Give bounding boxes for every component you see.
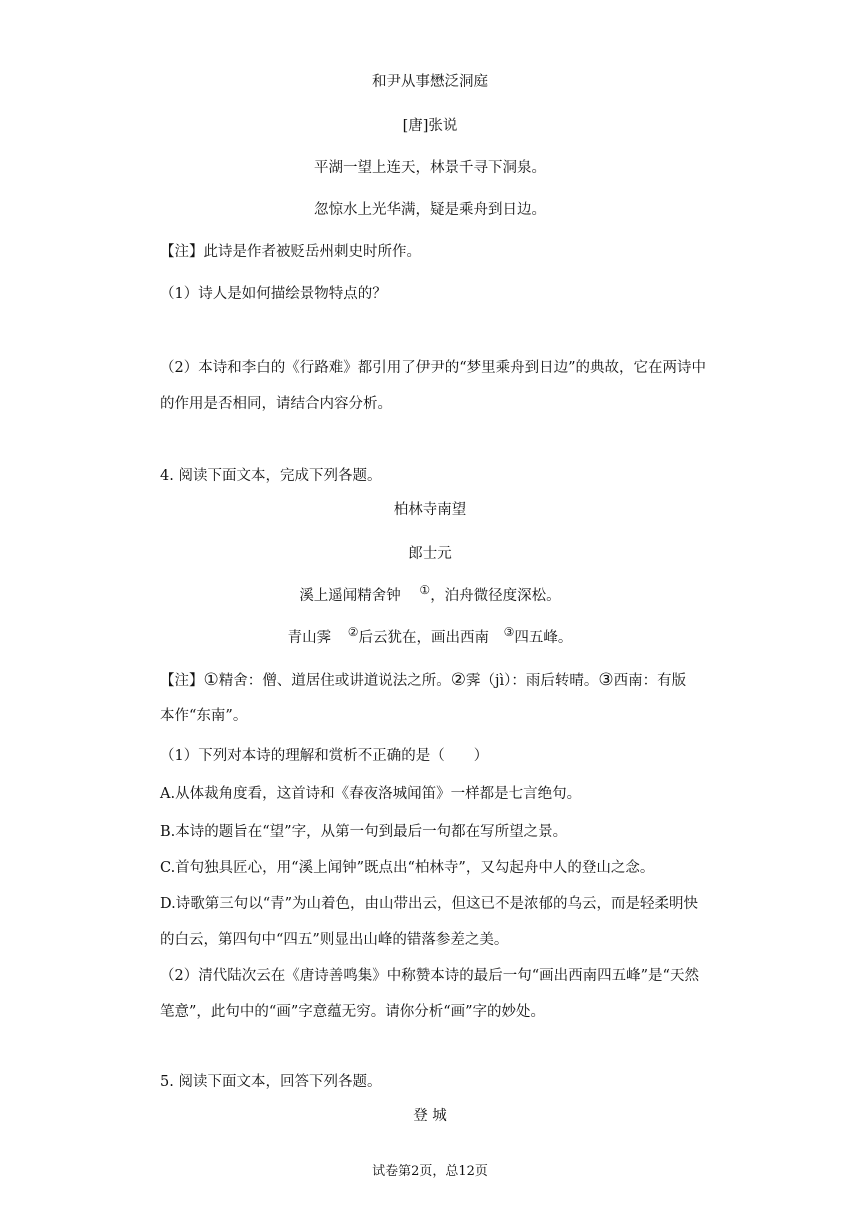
question-2-line: （2）本诗和李白的《行路难》都引用了伊尹的“梦里乘舟到日边”的典故，它在两诗中 bbox=[160, 360, 707, 376]
poem-text: 后云犹在，画出西南 bbox=[358, 630, 489, 646]
poem-author: [唐]张说 bbox=[402, 118, 458, 134]
poem-line: 忽惊水上光华满，疑是乘舟到日边。 bbox=[314, 202, 546, 218]
option-a: A.从体裁角度看，这首诗和《春夜洛城闻笛》一样都是七言绝句。 bbox=[160, 786, 582, 802]
question-2-line: 笔意”，此句中的“画”字意蕴无穷。请你分析“画”字的妙处。 bbox=[160, 1004, 546, 1020]
poem-text: 青山霁 bbox=[287, 630, 332, 646]
option-d-line: D.诗歌第三句以“青”为山着色，由山带出云，但这已不是浓郁的乌云，而是轻柔明快 bbox=[160, 896, 699, 912]
page-footer: 试卷第2页，总12页 bbox=[372, 1164, 488, 1179]
footnote-marker: ② bbox=[347, 625, 359, 639]
poem-line bbox=[0, 625, 860, 648]
poem-line bbox=[0, 583, 860, 606]
question-1: （1）下列对本诗的理解和赏析不正确的是（ ） bbox=[160, 748, 489, 764]
section-heading: 4. 阅读下面文本，完成下列各题。 bbox=[160, 468, 382, 484]
question-2-line: （2）清代陆次云在《唐诗善鸣集》中称赞本诗的最后一句“画出西南四五峰”是“天然 bbox=[160, 968, 699, 984]
poem-line: 平湖一望上连天，林景千寻下洞泉。 bbox=[314, 160, 546, 176]
footnote-marker: ③ bbox=[503, 625, 515, 639]
note-text: 西南：有版 bbox=[613, 673, 687, 689]
poem-title: 和尹从事懋泛洞庭 bbox=[372, 74, 488, 90]
option-b: B.本诗的题旨在“望”字，从第一句到最后一句都在写所望之景。 bbox=[160, 824, 568, 840]
poem-title: 柏林寺南望 bbox=[393, 502, 467, 518]
footnote-marker: ② bbox=[450, 670, 466, 690]
footnote-marker: ① bbox=[419, 583, 431, 597]
poem-text: 四五峰。 bbox=[514, 630, 573, 646]
poem-note: 【注】此诗是作者被贬岳州刺史时所作。 bbox=[160, 244, 421, 260]
footnote-marker: ③ bbox=[598, 670, 614, 690]
note-text: 霁（jì）：雨后转晴。 bbox=[466, 673, 599, 689]
poem-text: ，泊舟微径度深松。 bbox=[430, 588, 561, 604]
poem-text: 溪上遥闻精舍钟 bbox=[299, 588, 401, 604]
option-c: C.首句独具匠心，用“溪上闻钟”既点出“柏林寺”，又勾起舟中人的登山之念。 bbox=[160, 860, 655, 876]
option-d-line: 的白云，第四句中“四五”则显出山峰的错落参差之美。 bbox=[160, 932, 509, 948]
poem-note: 本作“东南”。 bbox=[160, 708, 248, 724]
question-2-line: 的作用是否相同，请结合内容分析。 bbox=[160, 396, 392, 412]
poem-author: 郎士元 bbox=[408, 546, 452, 562]
question-1: （1）诗人是如何描绘景物特点的？ bbox=[160, 286, 387, 302]
footnote-marker: ① bbox=[203, 670, 219, 690]
poem-note bbox=[160, 670, 686, 691]
note-label: 【注】 bbox=[160, 673, 204, 689]
poem-title: 登 城 bbox=[413, 1108, 447, 1124]
note-text: 精舍：僧、道居住或讲道说法之所。 bbox=[218, 673, 451, 689]
section-heading: 5. 阅读下面文本，回答下列各题。 bbox=[160, 1074, 382, 1090]
